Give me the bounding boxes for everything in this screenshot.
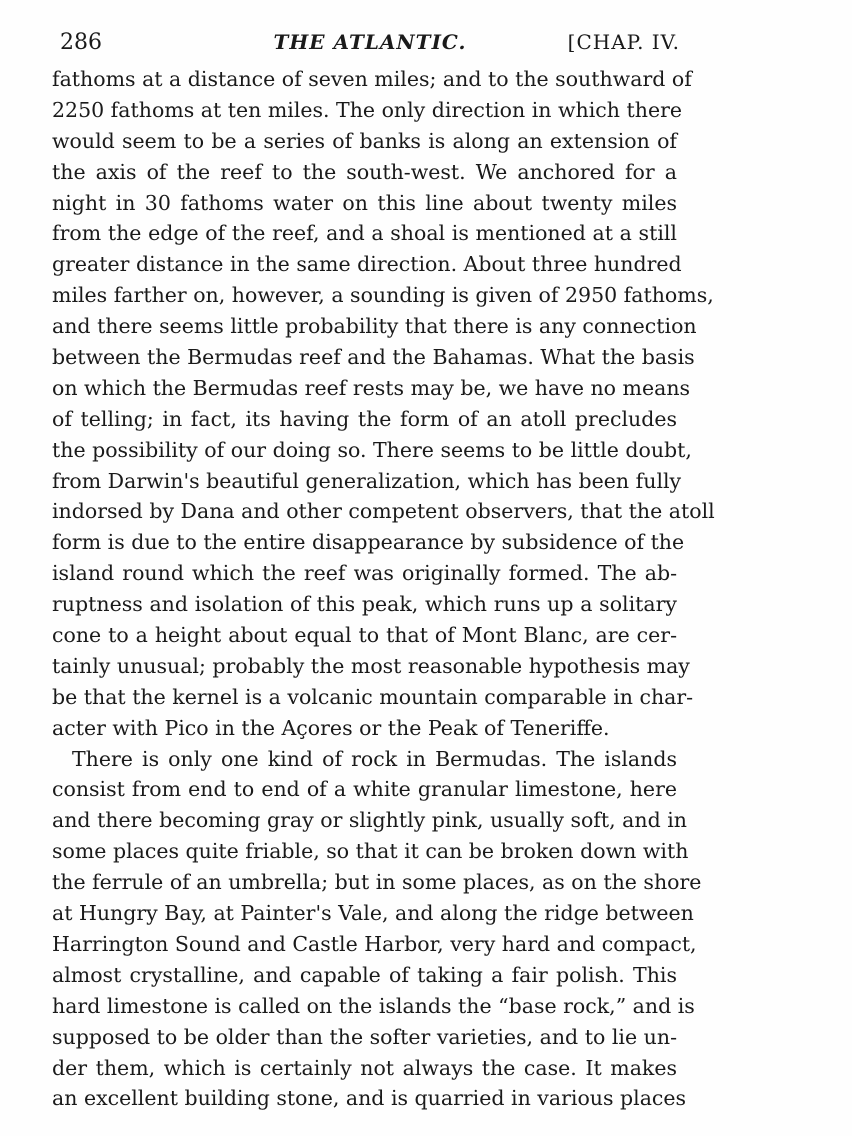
text-line: form is due to the entire disappearance by subsidence of the <box>52 530 685 555</box>
text-line: There is only one kind of rock in Bermudas. The islands <box>72 746 677 771</box>
text-line: der them, which is certainly not always the case. It makes <box>52 1055 677 1080</box>
text-line: cone to a height about equal to that of Mont Blanc, are cer- <box>52 623 677 648</box>
text-line: the axis of the reef to the south-west. We anchored for a <box>52 159 677 184</box>
chapter-label: [CHAP. IV. <box>567 30 680 54</box>
text-line: of telling; in fact, its having the form of an atoll precludes <box>52 406 677 431</box>
text-line: miles farther on, however, a sounding is given of 2950 fathoms, <box>52 283 714 308</box>
text-line: from the edge of the reef, and a shoal is mentioned at a still <box>52 221 677 246</box>
text-line: hard limestone is called on the islands the “base rock,” and is <box>52 993 695 1018</box>
text-line: from Darwin's beautiful generalization, which has been fully <box>52 468 682 493</box>
text-line: be that the kernel is a volcanic mountain comparable in char- <box>52 684 694 709</box>
text-line: fathoms at a distance of seven miles; and to the southward of <box>52 67 692 91</box>
text-line: island round which the reef was originally formed. The ab- <box>52 561 677 586</box>
text-line: between the Bermudas reef and the Bahamas. What the basis <box>52 345 695 370</box>
text-line: almost crystalline, and capable of taking a fair polish. This <box>52 962 677 987</box>
text-line: acter with Pico in the Açores or the Peak of Teneriffe. <box>52 715 610 740</box>
text-line: 2250 fathoms at ten miles. The only direction in which there <box>52 97 683 122</box>
running-title: THE ATLANTIC. <box>273 30 467 54</box>
text-line: would seem to be a series of banks is along an extension of <box>52 128 677 153</box>
body-text <box>52 64 715 1114</box>
page-header <box>60 30 680 60</box>
text-line: consist from end to end of a white granular limestone, here <box>52 777 677 802</box>
text-line: at Hungry Bay, at Painter's Vale, and along the ridge between <box>52 901 694 926</box>
text-line: supposed to be older than the softer varieties, and to lie un- <box>52 1024 677 1049</box>
text-line: the ferrule of an umbrella; but in some places, as on the shore <box>52 870 702 895</box>
text-line: the possibility of our doing so. There seems to be little doubt, <box>52 437 692 462</box>
text-line: Harrington Sound and Castle Harbor, very hard and compact, <box>52 931 697 956</box>
text-line: and there becoming gray or slightly pink, usually soft, and in <box>52 808 687 833</box>
text-line: greater distance in the same direction. About three hundred <box>52 252 682 277</box>
text-line: an excellent building stone, and is quarried in various places <box>52 1086 687 1111</box>
page-number: 286 <box>60 30 102 55</box>
text-line: and there seems little probability that there is any connection <box>52 314 697 339</box>
text-line: indorsed by Dana and other competent observers, that the atoll <box>52 499 715 524</box>
text-line: some places quite friable, so that it can be broken down with <box>52 839 689 864</box>
text-line: on which the Bermudas reef rests may be, we have no means <box>52 375 691 400</box>
text-line: tainly unusual; probably the most reasonable hypothesis may <box>52 653 690 678</box>
text-line: ruptness and isolation of this peak, which runs up a solitary <box>52 592 677 617</box>
text-line: night in 30 fathoms water on this line about twenty miles <box>52 190 677 215</box>
